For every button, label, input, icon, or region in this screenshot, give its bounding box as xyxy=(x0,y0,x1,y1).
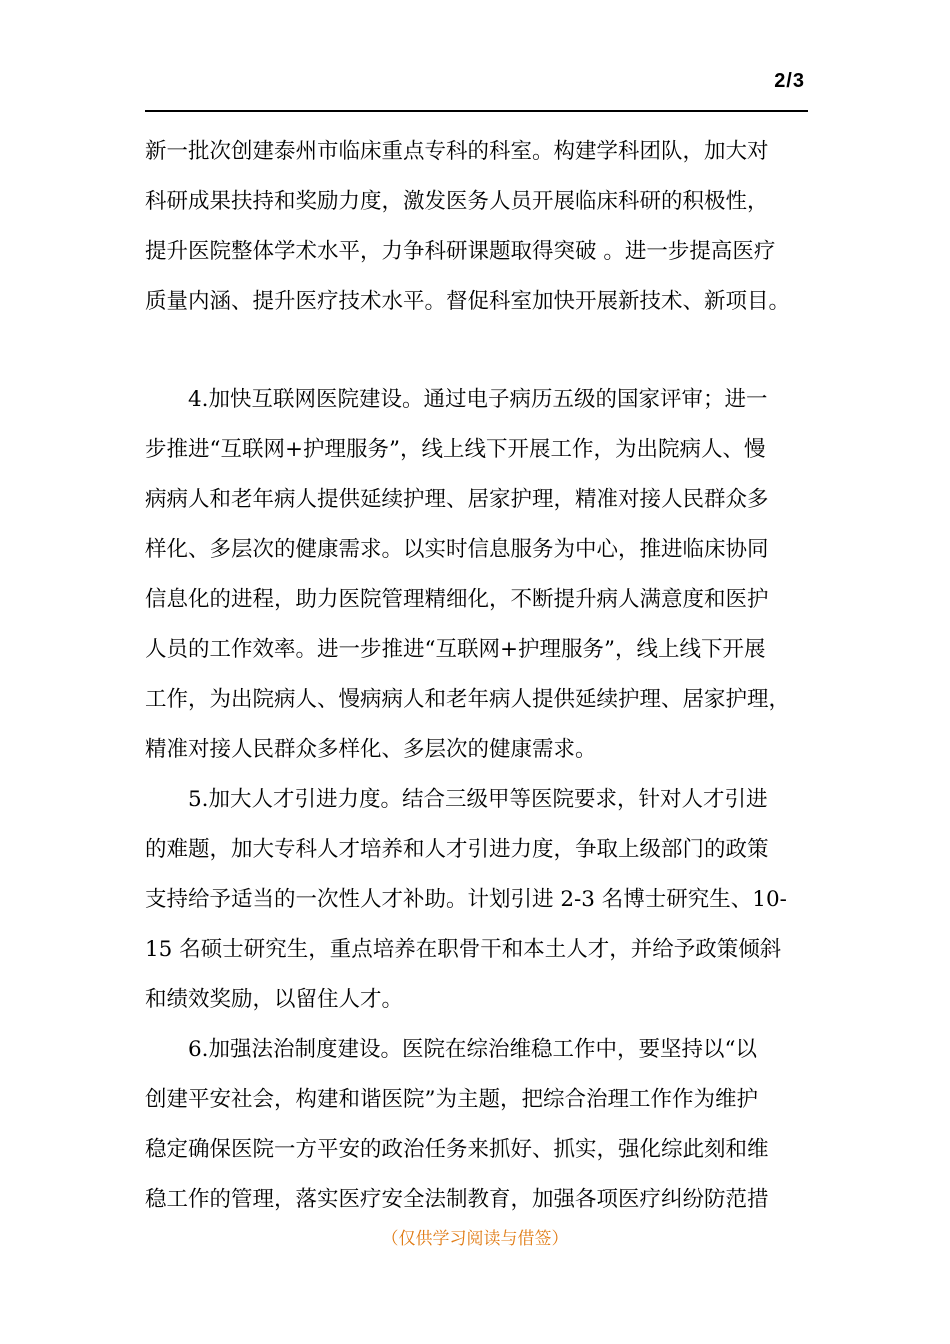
footer-note: （仅供学习阅读与借签） xyxy=(381,1229,569,1249)
text-line: 精准对接人民群众多样化、多层次的健康需求。 xyxy=(145,737,597,762)
text-line: 样化、多层次的健康需求。以实时信息服务为中心，推进临床协同 xyxy=(145,537,769,562)
text-line: 病病人和老年病人提供延续护理、居家护理，精准对接人民群众多 xyxy=(145,487,769,512)
paragraph-heading-4: 4.加快互联网医院建设。通过电子病历五级的国家评审；进一 xyxy=(188,387,768,412)
paragraph-gap xyxy=(145,327,825,375)
text-line: 提升医院整体学术水平，力争科研课题取得突破 。进一步提高医疗 xyxy=(145,239,776,264)
text-line: 稳工作的管理，落实医疗安全法制教育，加强各项医疗纠纷防范措 xyxy=(145,1187,769,1212)
header-divider xyxy=(145,110,808,112)
page-number: 2/3 xyxy=(774,70,805,92)
text-line: 和绩效奖励，以留住人才。 xyxy=(145,987,404,1012)
text-line: 工作，为出院病人、慢病病人和老年病人提供延续护理、居家护理， xyxy=(145,687,791,712)
text-line: 支持给予适当的一次性人才补助。计划引进 2-3 名博士研究生、10- xyxy=(145,887,787,912)
text-line: 质量内涵、提升医疗技术水平。督促科室加快开展新技术、新项目。 xyxy=(145,289,791,314)
text-line: 步推进“互联网+护理服务”，线上线下开展工作，为出院病人、慢 xyxy=(145,437,766,462)
text-line: 信息化的进程，助力医院管理精细化，不断提升病人满意度和医护 xyxy=(145,587,769,612)
text-line: 的难题，加大专科人才培养和人才引进力度，争取上级部门的政策 xyxy=(145,837,769,862)
text-line: 新一批次创建泰州市临床重点专科的科室。构建学科团队，加大对 xyxy=(145,139,769,164)
document-body xyxy=(145,127,825,1225)
text-line: 创建平安社会，构建和谐医院”为主题，把综合治理工作作为维护 xyxy=(145,1087,758,1112)
text-line: 科研成果扶持和奖励力度，激发医务人员开展临床科研的积极性， xyxy=(145,189,769,214)
text-line: 稳定确保医院一方平安的政治任务来抓好、抓实，强化综此刻和维 xyxy=(145,1137,769,1162)
paragraph-heading-5: 5.加大人才引进力度。结合三级甲等医院要求，针对人才引进 xyxy=(188,787,768,812)
text-line: 人员的工作效率。进一步推进“互联网+护理服务”，线上线下开展 xyxy=(145,637,766,662)
paragraph-heading-6: 6.加强法治制度建设。医院在综治维稳工作中，要坚持以“以 xyxy=(188,1037,758,1062)
text-line: 15 名硕士研究生，重点培养在职骨干和本土人才，并给予政策倾斜 xyxy=(145,937,782,962)
